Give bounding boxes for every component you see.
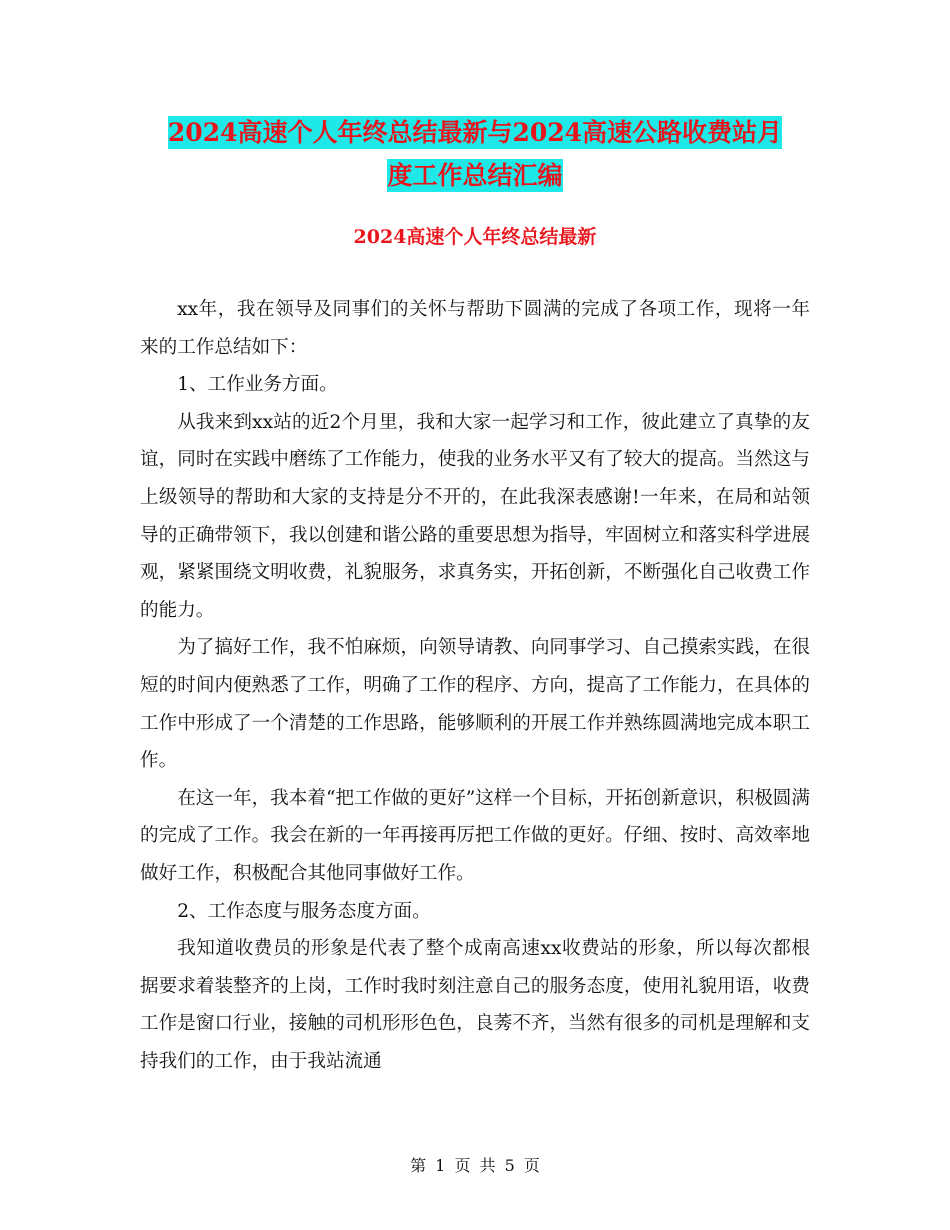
title-highlight: 2024高速个人年终总结最新与2024高速公路收费站月 (167, 118, 783, 147)
document-title-line-2 (140, 153, 810, 198)
paragraph: 我知道收费员的形象是代表了整个成南高速xx收费站的形象，所以每次都根据要求着装整齐的上岗，工作时我时刻注意自己的服务态度，使用礼貌用语，收费工作是窗口行业，接触的司机形形色色，良莠不齐，当然有很多的司机是理解和支持我们的工作，由于我站流通 (140, 938, 810, 1072)
title-highlight: 度工作总结汇编 (387, 161, 563, 190)
paragraph: 2、工作态度与服务态度方面。 (177, 900, 431, 922)
paragraph: 从我来到xx站的近2个月里，我和大家一起学习和工作，彼此建立了真挚的友谊，同时在实践中磨练了工作能力，使我的业务水平又有了较大的提高。当然这与上级领导的帮助和大家的支持是分不开的，在此我深表感谢!一年来，在局和站领导的正确带领下，我以创建和谐公路的重要思想为指导，牢固树立和落实科学进展观，紧紧围绕文明收费，礼貌服务，求真务实，开拓创新，不断强化自己收费工作的能力。 (140, 411, 810, 621)
paragraph: 为了搞好工作，我不怕麻烦，向领导请教、向同事学习、自己摸索实践，在很短的时间内便熟悉了工作，明确了工作的程序、方向，提高了工作能力，在具体的工作中形成了一个清楚的工作思路，能够顺利的开展工作并熟练圆满地完成本职工作。 (140, 637, 810, 772)
section-title: 2024高速个人年终总结最新 (353, 226, 597, 248)
page-footer: 第 1 页 共 5 页 (410, 1156, 540, 1175)
body-text (140, 291, 810, 1080)
document-title-line-1 (140, 110, 810, 155)
paragraph: 1、工作业务方面。 (177, 374, 338, 396)
paragraph: 在这一年，我本着“把工作做的更好”这样一个目标，开拓创新意识，积极圆满的完成了工作。我会在新的一年再接再厉把工作做的更好。仔细、按时、高效率地做好工作，积极配合其他同事做好工作。 (140, 787, 810, 884)
paragraph: xx年，我在领导及同事们的关怀与帮助下圆满的完成了各项工作，现将一年来的工作总结如下： (140, 299, 810, 358)
